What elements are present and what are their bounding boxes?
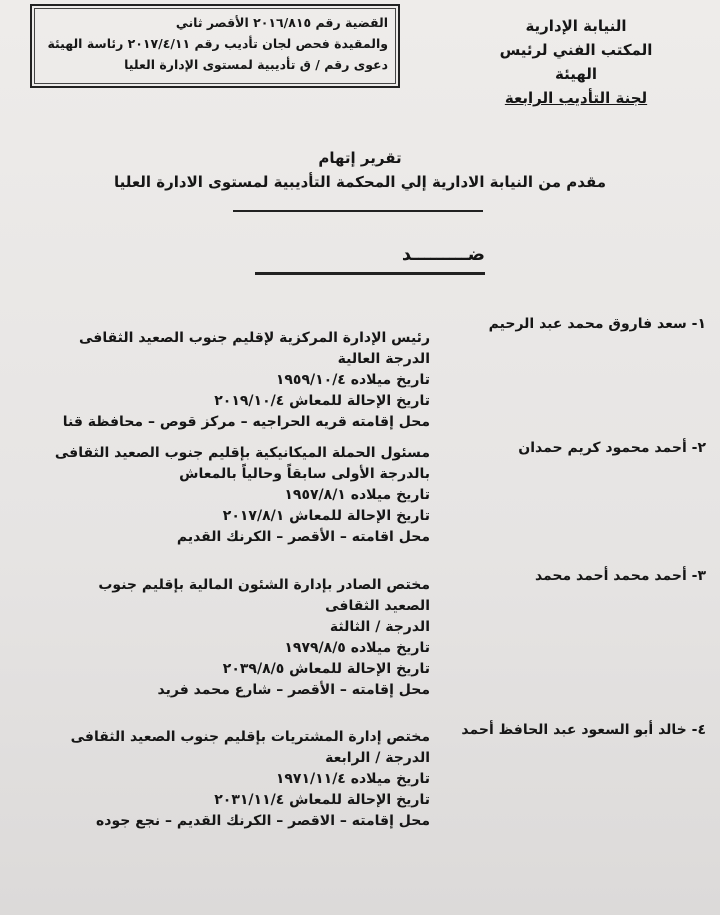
defendant-4-retirement: تاريخ الإحالة للمعاش ٢٠٣١/١١/٤: [214, 792, 430, 808]
defendant-2-details: [10, 443, 430, 548]
department-name: النيابة الإدارية: [525, 17, 627, 35]
defendant-1-position: رئيس الإدارة المركزية لإقليم جنوب الصعيد الثقافى: [79, 330, 430, 346]
defendant-3-position-cont: الصعيد الثقافى: [325, 598, 430, 614]
defendant-2-residence: محل اقامته – الأقصر – الكرنك القديم: [176, 529, 430, 545]
defendant-1-residence: محل إقامته قريه الحراجيه – مركز قوص – محافظة قنا: [62, 414, 430, 430]
defendant-4-residence: محل إقامته – الاقصر – الكرنك القديم – نجع جوده: [96, 813, 430, 829]
department-committee: لجنة التأديب الرابعة: [504, 89, 648, 107]
defendant-2-grade: بالدرجة الأولى سابقاً وحالياً بالمعاش: [179, 466, 430, 482]
defendant-3-position: مختص الصادر بإدارة الشئون المالية بإقليم جنوب: [98, 577, 430, 593]
department-header: [476, 14, 676, 110]
department-office: المكتب الفني لرئيس الهيئة: [499, 41, 653, 83]
defendant-2-position: مسئول الحملة الميكانيكية بإقليم جنوب الصعيد الثقافى: [54, 445, 430, 461]
defendant-3-retirement: تاريخ الإحالة للمعاش ٢٠٣٩/٨/٥: [222, 661, 430, 677]
defendant-3-residence: محل إقامته – الأقصر – شارع محمد فريد: [157, 682, 430, 698]
report-title-line2: مقدم من النيابة الادارية إلي المحكمة التأديبية لمستوى الادارة العليا: [113, 173, 607, 191]
case-number: القضية رقم ٢٠١٦/٨١٥ الأقصر ثاني: [175, 15, 388, 30]
lawsuit-number: دعوى رقم / ق تأديبية لمستوى الإدارة العليا: [124, 57, 388, 72]
defendant-1-details: [10, 328, 430, 433]
defendant-3-name: ٣- أحمد محمد أحمد محمد: [534, 568, 706, 584]
defendant-4-name: ٤- خالد أبو السعود عبد الحافظ أحمد: [461, 722, 706, 738]
report-title: [100, 146, 620, 194]
defendant-1-grade: الدرجة العالية: [337, 351, 430, 367]
defendant-4-details: [10, 727, 430, 832]
defendant-4-grade: الدرجة / الرابعة: [325, 750, 430, 766]
report-title-line1: تقرير إتهام: [318, 149, 402, 167]
defendant-2-name: ٢- أحمد محمود كريم حمدان: [518, 440, 706, 456]
case-reference-box: [30, 4, 400, 88]
title-divider: [233, 210, 483, 212]
case-registration: والمقيدة فحص لجان تأديب رقم ٢٠١٧/٤/١١ رئاسة الهيئة: [47, 36, 388, 51]
defendant-1-name: ١- سعد فاروق محمد عبد الرحيم: [488, 316, 706, 332]
against-label: ضـــــــــد: [255, 245, 485, 275]
defendant-1-retirement: تاريخ الإحالة للمعاش ٢٠١٩/١٠/٤: [214, 393, 430, 409]
defendant-4-birthdate: تاريخ ميلاده ١٩٧١/١١/٤: [275, 771, 430, 787]
defendant-3-grade: الدرجة / الثالثة: [329, 619, 430, 635]
defendant-4-position: مختص إدارة المشتريات بإقليم جنوب الصعيد الثقافى: [70, 729, 430, 745]
defendant-2-retirement: تاريخ الإحالة للمعاش ٢٠١٧/٨/١: [222, 508, 430, 524]
defendant-2-birthdate: تاريخ ميلاده ١٩٥٧/٨/١: [284, 487, 430, 503]
defendant-3-birthdate: تاريخ ميلاده ١٩٧٩/٨/٥: [284, 640, 430, 656]
defendant-3-details: [10, 575, 430, 701]
defendant-1-birthdate: تاريخ ميلاده ١٩٥٩/١٠/٤: [275, 372, 430, 388]
